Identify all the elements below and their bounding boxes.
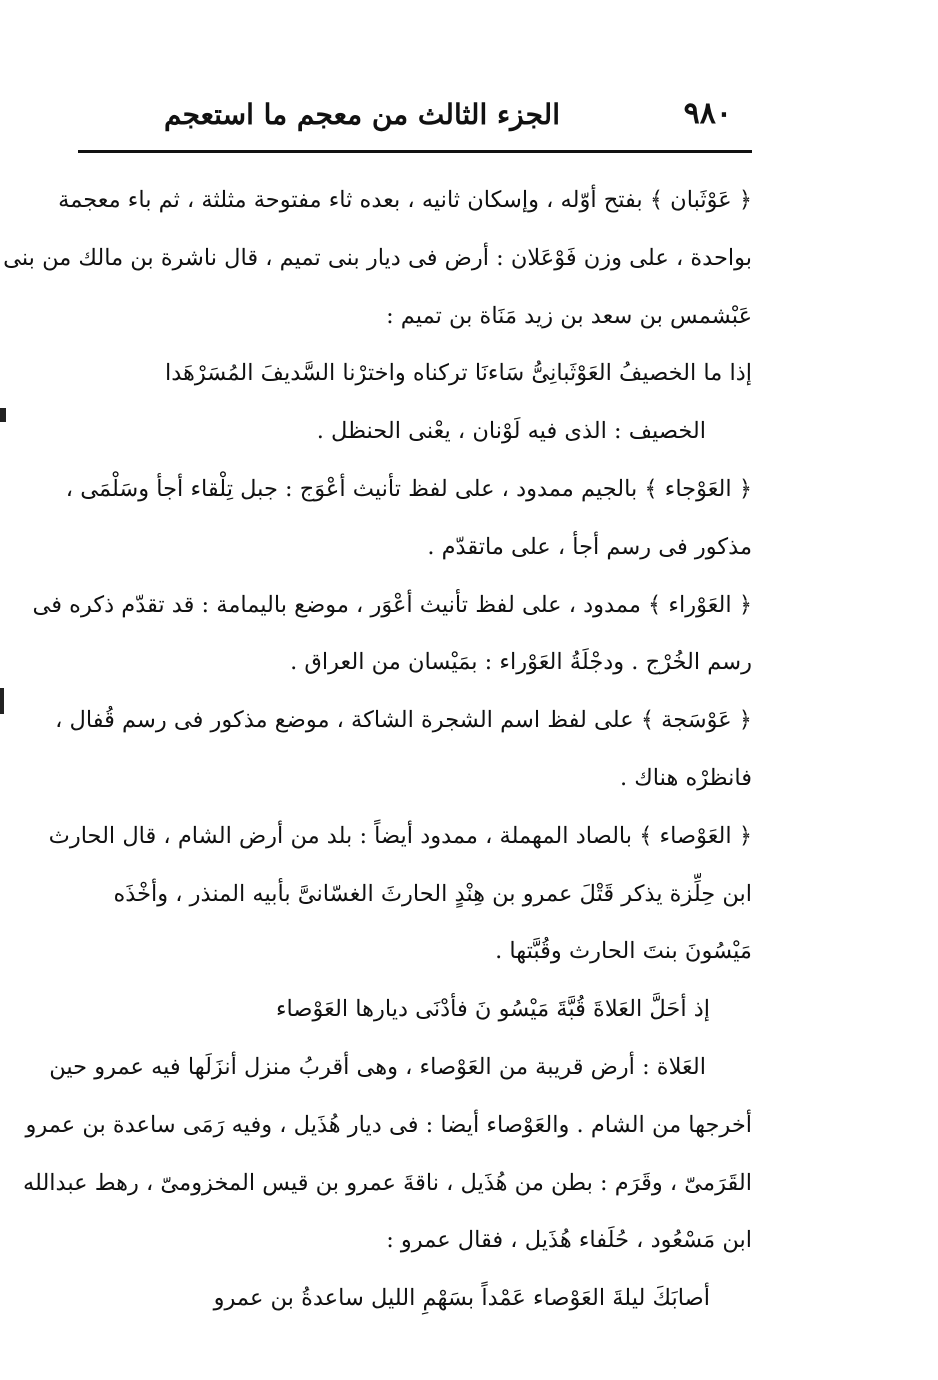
text-line: بواحدة ، على وزن فَوْعَلان : أرض فى ديار بنى تميم ، قال ناشرة بن مالك من بنى (3, 244, 752, 271)
text-line: عَبْشمس بن سعد بن زيد مَنَاة بن تميم : (386, 302, 752, 329)
verse-line: إذا ما الخصيفُ العَوْثَبانِىُّ سَاءنَا تركناه واخترْنا السَّديفَ المُسَرْهَدا (164, 360, 752, 387)
text-line: ابن مَسْعُود ، حُلَفاء هُذَيل ، فقال عمرو : (386, 1227, 752, 1254)
text-line: مذكور فى رسم أجأ ، على ماتقدّم . (427, 533, 752, 560)
page-number: ٩٨٠ (683, 96, 732, 131)
text-line: ﴿ عَوْسَجة ﴾ على لفظ اسم الشجرة الشاكة ، موضع مذكور فى رسم قُفال ، (55, 707, 752, 734)
verse-line: إذ أحَلَّ العَلاةَ قُبَّةَ مَيْسُو نَ فأدْنَى ديارها العَوْصاء (275, 996, 710, 1023)
text-line: العَلاة : أرض قريبة من العَوْصاء ، وهى أقربُ منزل أنزَلَها فيه عمرو حين (49, 1053, 706, 1080)
text-line: ﴿ العَوْصاء ﴾ بالصاد المهملة ، ممدود أيضاً : بلد من أرض الشام ، قال الحارث (48, 822, 752, 849)
page-body (3, 172, 752, 1328)
text-line: ابن حِلِّزة يذكر قَتْلَ عمرو بن هِنْدٍ الحارثَ الغسّانىَّ بأبيه المنذر ، وأخْذَه (113, 880, 752, 907)
text-line: ﴿ عَوْثَبان ﴾ بفتح أوّله ، وإسكان ثانيه ، بعده ثاء مفتوحة مثلثة ، ثم باء معجمة (58, 187, 752, 213)
page-header (78, 88, 750, 144)
text-line: فانظرْه هناك . (619, 764, 752, 791)
text-line: ﴿ العَوْجاء ﴾ بالجيم ممدود ، على لفظ تأنيث أعْوَج : جبل تِلْقاء أجأ وسَلْمَى ، (65, 475, 752, 502)
verse-line: أصابَكَ ليلةَ العَوْصاء عَمْداً بسَهْمِ الليل ساعدةُ بن عمرو (213, 1285, 710, 1312)
text-line: القَرَمىّ ، وقَرَم : بطن من هُذَيل ، ناقةَ عمرو بن قيس المخزومىّ ، رهط عبدالله (22, 1169, 752, 1196)
text-line: الخصيف : الذى فيه لَوْنان ، يعْنى الحنظل . (316, 418, 706, 445)
running-title: الجزء الثالث من معجم ما استعجم (163, 98, 560, 131)
text-line: رسم الخُرْج . ودجْلَةُ العَوْراء : بمَيْسان من العراق . (290, 649, 752, 676)
header-rule (78, 150, 752, 153)
scan-edge-mark (0, 408, 6, 422)
text-line: أخرجها من الشام . والعَوْصاء أيضا : فى ديار هُذَيل ، وفيه رَمَى ساعدة بن عمرو (25, 1111, 752, 1138)
text-line: ﴿ العَوْراء ﴾ ممدود ، على لفظ تأنيث أعْوَر ، موضع باليمامة : قد تقدّم ذكره فى (32, 591, 752, 618)
text-line: مَيْسُونَ بنتَ الحارث وقُبَّتها . (495, 938, 752, 965)
scan-edge-mark (0, 688, 4, 714)
